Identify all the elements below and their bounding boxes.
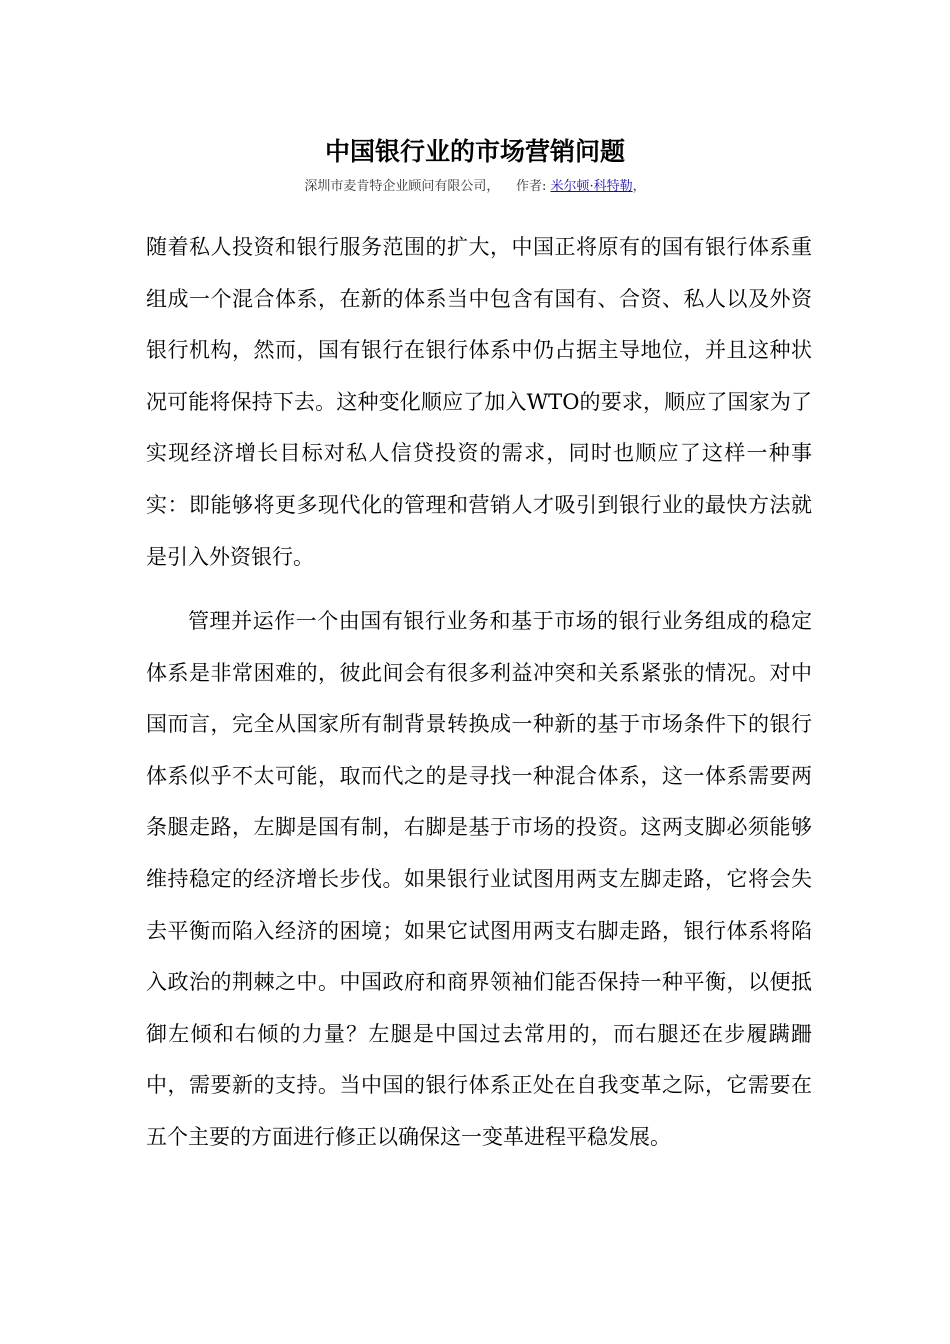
byline-author-prefix: 作者:	[515, 179, 551, 194]
paragraph-1: 随着私人投资和银行服务范围的扩大，中国正将原有的国有银行体系重组成一个混合体系，在新的体系当中包含有国有、合资、私人以及外资银行机构，然而，国有银行在银行体系中仍占据主导地位，并且这种状况可能将保持下去。这种变化顺应了加入WTO的要求，顺应了国家为了实现经济增长目标对私人信贷投资的需求，同时也顺应了这样一种事实：即能够将更多现代化的管理和营销人才吸引到银行业的最快方法就是引入外资银行。	[146, 235, 812, 569]
byline	[0, 177, 950, 197]
byline-org: 深圳市麦肯特企业顾问有限公司，	[304, 179, 500, 194]
byline-author-suffix: ，	[632, 179, 646, 194]
author-link[interactable]: 米尔顿·科特勒	[550, 179, 633, 194]
document-title: 中国银行业的市场营销问题	[324, 137, 625, 166]
paragraph-2: 管理并运作一个由国有银行业务和基于市场的银行业务组成的稳定体系是非常困难的，彼此间会有很多利益冲突和关系紧张的情况。对中国而言，完全从国家所有制背景转换成一种新的基于市场条件下的银行体系似乎不太可能，取而代之的是寻找一种混合体系，这一体系需要两条腿走路，左脚是国有制，右脚是基于市场的投资。这两支脚必须能够维持稳定的经济增长步伐。如果银行业试图用两支左脚走路，它将会失去平衡而陷入经济的困境；如果它试图用两支右脚走路，银行体系将陷入政治的荆棘之中。中国政府和商界领袖们能否保持一种平衡，以便抵御左倾和右倾的力量？左腿是中国过去常用的，而右腿还在步履蹒跚中，需要新的支持。当中国的银行体系正处在自我变革之际，它需要在五个主要的方面进行修正以确保这一变革进程平稳发展。	[146, 609, 812, 1149]
